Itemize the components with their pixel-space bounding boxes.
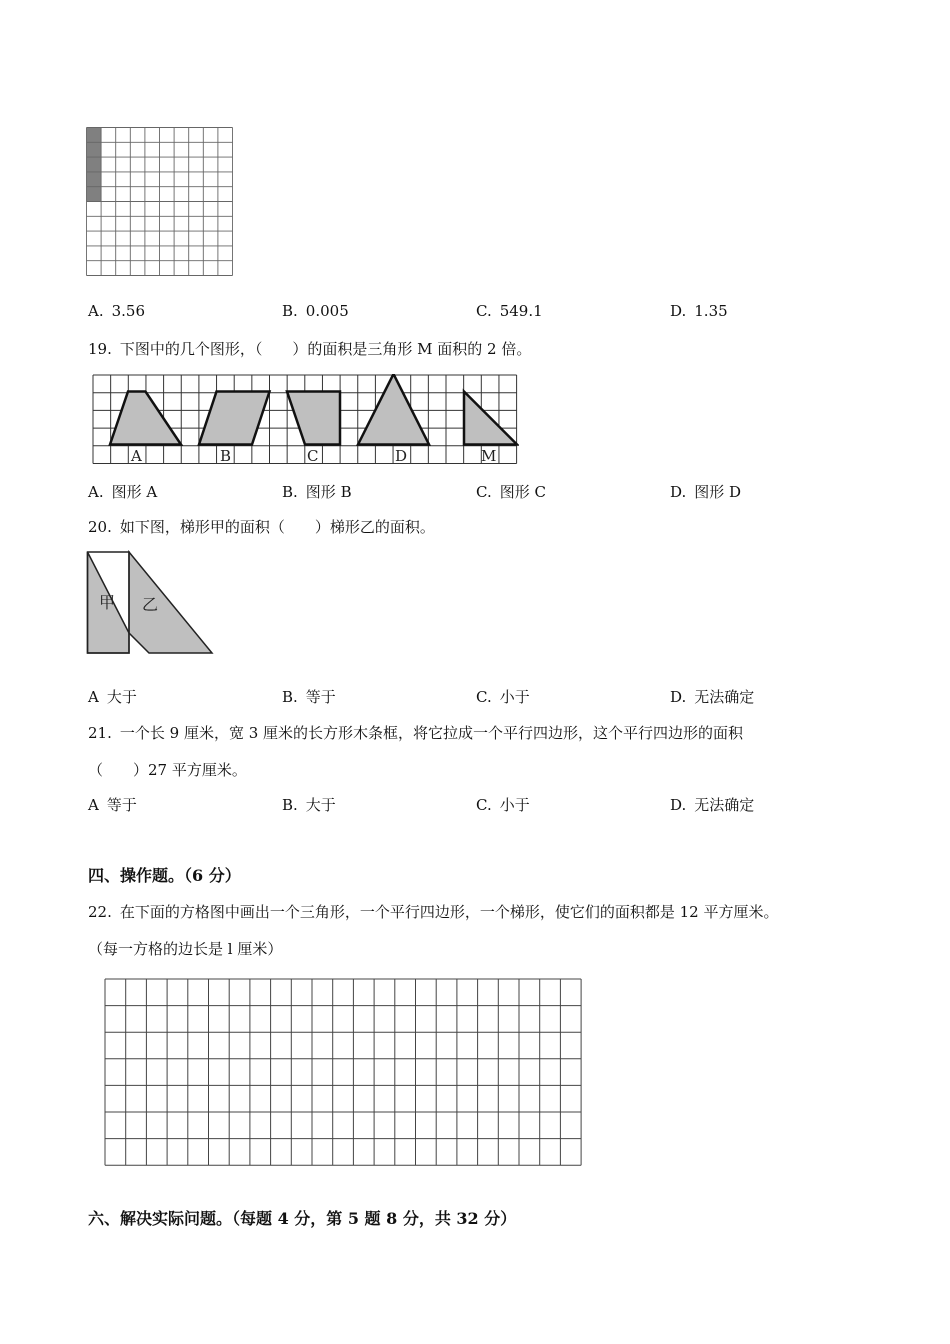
q18-shaded-square: [87, 157, 102, 172]
q22-question-line1: 22. 在下面的方格图中画出一个三角形，一个平行四边形，一个梯形，使它们的面积都是 12 平方厘米。: [88, 903, 779, 921]
q18-shaded-square: [87, 172, 102, 187]
q19-question: 19. 下图中的几个图形，（ ）的面积是三角形 M 面积的 2 倍。: [88, 340, 532, 358]
q21-option-c[interactable]: C. 小于: [476, 796, 530, 814]
q20-option-c[interactable]: C. 小于: [476, 688, 530, 706]
q18-option-b[interactable]: B. 0.005: [282, 302, 349, 320]
q22-question-line2: （每一方格的边长是 l 厘米）: [88, 940, 283, 958]
q20-label-jia: 甲: [99, 593, 116, 612]
q21-option-d[interactable]: D. 无法确定: [670, 796, 755, 814]
q19-label-m: M: [481, 447, 497, 465]
q18-shaded-square: [87, 142, 102, 157]
q19-shape-a-trapezoid: [110, 392, 181, 445]
section-6-heading: 六、解决实际问题。（每题 4 分，第 5 题 8 分，共 32 分）: [88, 1209, 517, 1228]
q18-hundred-grid: [86, 127, 234, 277]
q19-shape-c-trapezoid: [287, 392, 340, 445]
q21-option-a[interactable]: A 等于: [88, 796, 137, 814]
q19-option-c[interactable]: C. 图形 C: [476, 483, 546, 501]
q21-question-line1: 21. 一个长 9 厘米，宽 3 厘米的长方形木条框，将它拉成一个平行四边形，这个平行四边形的面积: [88, 724, 744, 742]
q19-option-d[interactable]: D. 图形 D: [670, 483, 742, 501]
q19-shapes-figure: [92, 374, 519, 466]
q19-option-b[interactable]: B. 图形 B: [282, 483, 352, 501]
q19-shape-b-parallelogram: [199, 392, 270, 445]
q18-option-a[interactable]: A. 3.56: [88, 302, 146, 320]
q18-shaded-square: [87, 128, 102, 143]
q20-label-yi: 乙: [142, 595, 159, 614]
q21-question-line2: （ ）27 平方厘米。: [88, 761, 247, 779]
q19-shape-m-triangle: [464, 392, 517, 445]
q20-option-b[interactable]: B. 等于: [282, 688, 336, 706]
q20-question: 20. 如下图，梯形甲的面积（ ）梯形乙的面积。: [88, 518, 435, 536]
q19-label-a: A: [131, 447, 142, 465]
q18-shaded-square: [87, 187, 102, 202]
q19-shape-d-triangle: [358, 374, 429, 445]
q19-label-b: B: [220, 447, 232, 465]
q21-option-b[interactable]: B. 大于: [282, 796, 336, 814]
q20-trapezoids-figure: [86, 550, 216, 656]
q19-label-d: D: [395, 447, 408, 465]
q19-label-c: C: [307, 447, 319, 465]
q22-drawing-grid[interactable]: [104, 978, 584, 1168]
q20-option-a[interactable]: A 大于: [88, 688, 137, 706]
section-4-heading: 四、操作题。（6 分）: [88, 866, 241, 885]
q20-option-d[interactable]: D. 无法确定: [670, 688, 755, 706]
q19-option-a[interactable]: A. 图形 A: [88, 483, 158, 501]
q18-option-d[interactable]: D. 1.35: [670, 302, 728, 320]
q18-option-c[interactable]: C. 549.1: [476, 302, 543, 320]
